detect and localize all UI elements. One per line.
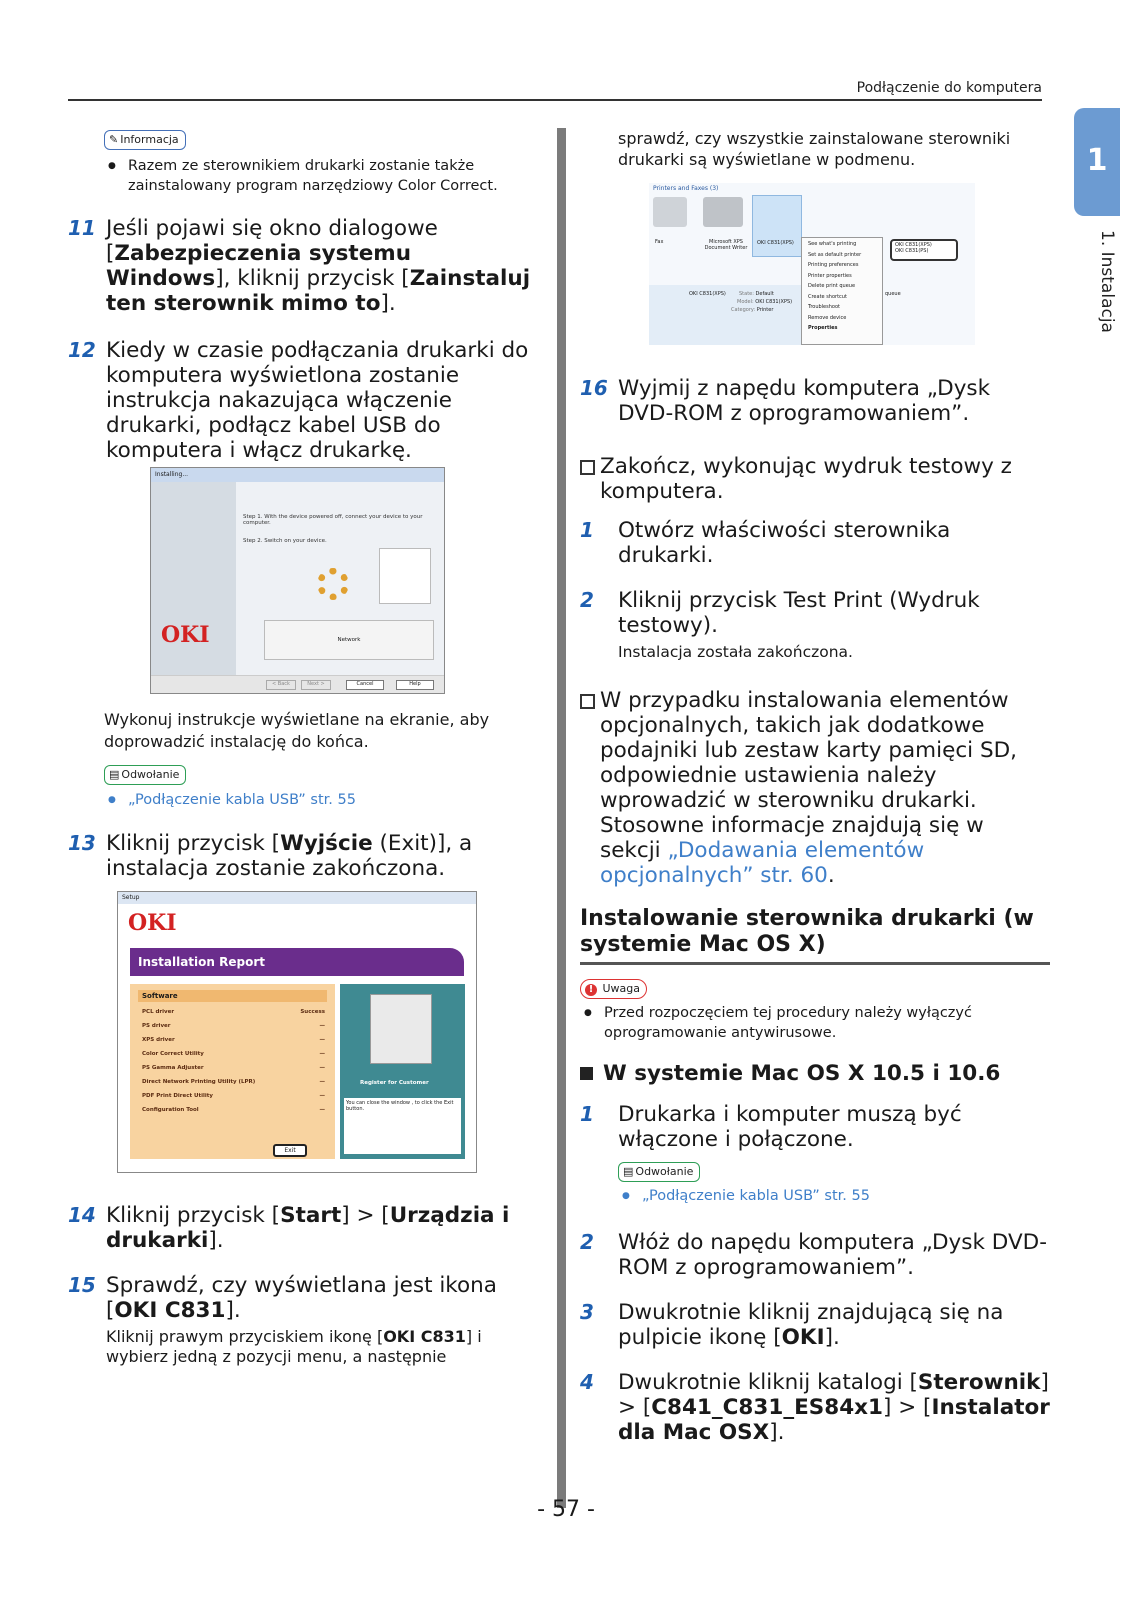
software-name: PDF Print Direct Utility <box>142 1093 214 1099</box>
software-name: PS driver <box>142 1023 171 1029</box>
chapter-label: 1. Instalacja <box>1097 230 1117 333</box>
status-pane <box>649 285 801 345</box>
context-menu-item[interactable]: Delete print queue <box>808 283 856 289</box>
software-list <box>130 1006 335 1118</box>
software-row <box>130 1020 335 1034</box>
install-step1-text: Step 1. With the device powered off, connect your device to your computer. <box>243 514 423 526</box>
context-menu-item[interactable]: Remove device <box>808 314 847 321</box>
xps-label: Microsoft XPS Document Writer <box>704 239 748 251</box>
step-12-note: Wykonuj instrukcje wyświetlane na ekranie, aby doprowadzić instalację do końca. <box>104 710 490 751</box>
cancel-button[interactable]: Cancel <box>346 680 384 690</box>
left-column-mid <box>104 709 534 810</box>
category-label: Category: <box>731 307 756 313</box>
usb-cable-link-right[interactable]: ● „Podłączenie kabla USB” str. 55 <box>618 1186 1050 1206</box>
warning-badge: ! Uwaga <box>580 979 647 999</box>
test-step-2: 2 Kliknij przycisk Test Print (Wydruk testowy). <box>580 588 980 638</box>
step-11: 11 Jeśli pojawi się okno dialogowe [Zabezpieczenia systemu Windows], kliknij przycisk [Zainstaluj ten sterownik mimo to]. <box>68 216 531 316</box>
network-button[interactable]: Network <box>264 620 434 660</box>
test-step-2-note: Instalacja została zakończona. <box>618 643 853 661</box>
software-name: PS Gamma Adjuster <box>142 1065 204 1071</box>
report-title-bar: Installation Report <box>130 948 464 976</box>
context-menu-item[interactable]: Create shortcut <box>808 293 847 300</box>
oki-printer-label: OKI C831(XPS) <box>757 240 794 246</box>
printers-faxes-screenshot <box>649 183 975 345</box>
pc-cable-icon <box>379 548 431 604</box>
mac-section-title: Instalowanie sterownika drukarki (w systemie Mac OS X) <box>580 906 1050 965</box>
model-label: Model: <box>737 299 754 305</box>
status-name: OKI C831(XPS) <box>689 291 726 297</box>
oki-logo-report: OKI <box>128 910 177 936</box>
oki-printer-icon[interactable] <box>752 195 802 257</box>
submenu-xps[interactable]: OKI C831(XPS) <box>895 242 932 248</box>
software-status: — <box>319 1107 325 1113</box>
check-options: W przypadku instalowania elementów opcjonalnych, takich jak dodatkowe podajniki lub zestaw karty pamięci SD, odpowiednie ustawienia należy wprowadzić w sterowniku drukarki. Stosowne informacje znajdują się w sekcji „Dodawania elementów opcjonalnych” str. 60. <box>580 688 1050 888</box>
context-menu <box>801 237 883 345</box>
software-status: — <box>319 1065 325 1071</box>
register-link[interactable]: Register for Customer <box>360 1080 429 1086</box>
dialog-titlebar: Installing... <box>151 468 444 482</box>
step-13-wrap <box>68 831 538 881</box>
category-value: Printer <box>756 307 774 313</box>
software-name: Color Correct Utility <box>142 1051 204 1057</box>
state-value: Default <box>755 291 774 297</box>
context-menu-item[interactable]: See what's printing <box>808 241 857 247</box>
software-name: Configuration Tool <box>142 1107 199 1113</box>
progress-spinner-icon <box>317 568 349 600</box>
driver-submenu <box>890 239 958 261</box>
setup-titlebar: Setup <box>118 892 476 904</box>
step-15: 15 Sprawdź, czy wyświetlana jest ikona [OKI C831]. <box>68 1273 497 1323</box>
left-column <box>68 128 538 463</box>
test-step-1: 1 Otwórz właściwości sterownika drukarki. <box>580 518 951 568</box>
close-note: You can close the window , to click the Exit button. <box>344 1098 461 1154</box>
book-icon: ▤ <box>623 1165 634 1178</box>
context-menu-item[interactable]: Set as default printer <box>808 251 862 258</box>
mac-step-4: 4 Dwukrotnie kliknij katalogi [Sterownik] > [C841_C831_ES84x1] > [Instalator dla Mac OSX]. <box>580 1370 1050 1445</box>
context-menu-item[interactable]: Printer properties <box>808 272 852 279</box>
software-status: — <box>319 1023 325 1029</box>
software-status: — <box>319 1079 325 1085</box>
reference-badge-right: ▤ Odwołanie <box>618 1162 700 1182</box>
context-menu-item[interactable]: Printing preferences <box>808 262 859 268</box>
warning-bullet: ● Przed rozpoczęciem tej procedury należy wyłączyć oprogramowanie antywirusowe. <box>580 1003 1050 1043</box>
exit-button[interactable]: Exit <box>273 1144 307 1157</box>
mac-step-1: 1 Drukarka i komputer muszą być włączone i połączone. <box>580 1102 962 1152</box>
right-column-main <box>580 376 1050 1445</box>
checkbox-icon <box>580 460 595 475</box>
column-divider <box>557 128 566 1508</box>
context-menu-item[interactable]: Properties <box>808 325 838 331</box>
oki-logo: OKI <box>161 622 210 648</box>
usb-cable-link[interactable]: ● „Podłączenie kabla USB” str. 55 <box>104 790 534 810</box>
installing-dialog-screenshot <box>150 467 445 694</box>
step-15-note: Kliknij prawym przyciskiem ikonę [OKI C831] i wybierz jedną z pozycji menu, a następnie <box>106 1327 482 1366</box>
next-button[interactable]: Next > <box>301 680 331 690</box>
step-15-continued: sprawdź, czy wszystkie zainstalowane sterowniki drukarki są wyświetlane w podmenu. <box>618 129 1011 169</box>
reference-badge: ▤ Odwołanie <box>104 765 186 785</box>
software-row <box>130 1076 335 1090</box>
software-header: Software <box>138 990 327 1002</box>
square-bullet-icon <box>580 1067 593 1080</box>
book-icon: ▤ <box>109 768 120 781</box>
printer-image <box>370 994 432 1064</box>
software-row <box>130 1048 335 1062</box>
step-14: 14 Kliknij przycisk [Start] > [Urządzia i drukarki]. <box>68 1203 510 1253</box>
fax-label: Fax <box>655 239 664 245</box>
context-menu-item[interactable]: Troubleshoot <box>808 304 840 310</box>
software-status: — <box>319 1093 325 1099</box>
software-row <box>130 1090 335 1104</box>
info-badge: ✎ Informacja <box>104 130 186 150</box>
exclamation-icon: ! <box>585 984 597 996</box>
software-name: XPS driver <box>142 1037 175 1043</box>
mac-subsection-title: W systemie Mac OS X 10.5 i 10.6 <box>580 1061 1050 1086</box>
step-13: 13 Kliknij przycisk [Wyjście (Exit)], a instalacja zostanie zakończona. <box>68 831 473 881</box>
dialog-sidebar <box>151 482 236 677</box>
xps-printer-icon[interactable] <box>703 197 743 227</box>
install-step2-text: Step 2. Switch on your device. <box>243 538 327 544</box>
step-12: 12 Kiedy w czasie podłączania drukarki do komputera wyświetlona zostanie instrukcja nakazująca włączenie drukarki, podłącz kabel USB do komputera i włącz drukarkę. <box>68 338 529 463</box>
dialog-buttonbar <box>151 675 444 693</box>
software-status: — <box>319 1051 325 1057</box>
queue-text: queue <box>885 291 901 297</box>
mac-step-2: 2 Włóż do napędu komputera „Dysk DVD-ROM z oprogramowaniem”. <box>580 1230 1047 1280</box>
checkbox-icon <box>580 694 595 709</box>
back-button[interactable]: < Back <box>266 680 296 690</box>
mac-step-3: 3 Dwukrotnie kliknij znajdującą się na pulpicie ikonę [OKI]. <box>580 1300 1004 1350</box>
software-name: PCL driver <box>142 1009 175 1015</box>
chapter-tab[interactable]: 1 <box>1074 108 1120 216</box>
submenu-ps[interactable]: OKI C831(PS) <box>895 248 929 254</box>
state-label: State: <box>739 291 754 297</box>
pencil-icon: ✎ <box>109 133 119 146</box>
software-row <box>130 1104 335 1118</box>
printer-image-panel <box>340 984 465 1159</box>
software-row <box>130 1006 335 1020</box>
right-column-top <box>618 128 1048 170</box>
left-column-bottom <box>68 1203 538 1367</box>
model-value: OKI C831(XPS) <box>755 299 793 305</box>
software-row <box>130 1062 335 1076</box>
software-panel <box>130 984 335 1159</box>
software-name: Direct Network Printing Utility (LPR) <box>142 1079 256 1085</box>
info-bullet: ● Razem ze sterownikiem drukarki zostanie także zainstalowany program narzędziowy Color Correct. <box>104 156 538 196</box>
running-header: Podłączenie do komputera <box>856 80 1042 96</box>
step-16: 16 Wyjmij z napędu komputera „Dysk DVD-ROM z oprogramowaniem”. <box>580 376 991 426</box>
help-button[interactable]: Help <box>396 680 434 690</box>
printers-header: Printers and Faxes (3) <box>653 185 719 192</box>
header-rule <box>68 99 1042 101</box>
page-number: - 57 - <box>537 1497 595 1522</box>
fax-icon[interactable] <box>653 197 687 227</box>
installation-report-screenshot <box>117 891 477 1173</box>
check-test-print: Zakończ, wykonując wydruk testowy z komputera. <box>580 454 1050 504</box>
software-status: — <box>319 1037 325 1043</box>
optional-elements-link[interactable]: „Dodawania elementów opcjonalnych” str. 60 <box>600 838 925 888</box>
software-row <box>130 1034 335 1048</box>
software-status: Success <box>300 1009 325 1015</box>
